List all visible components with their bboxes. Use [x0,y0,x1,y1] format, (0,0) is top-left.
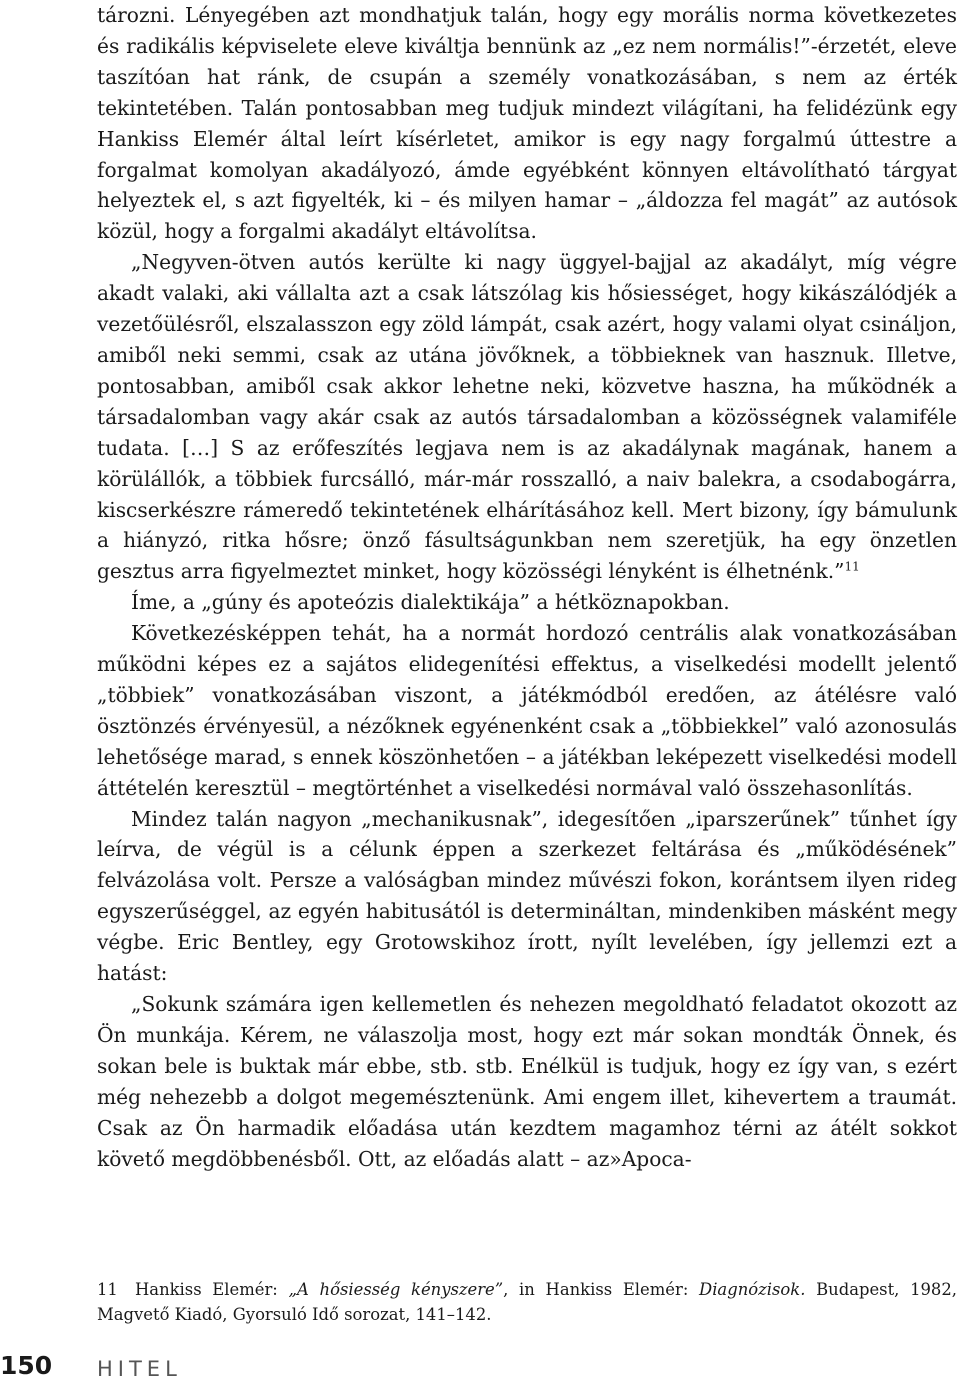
paragraph-6-quote: „Sokunk számára igen kellemetlen és nehezen megoldható feladatot okozott az Ön munkája. Kérem, ne válaszolja most, hogy ezt már sokan mondták Önnek, és sokan bele is buktak már ebbe, stb. stb. Enélkül is tudjuk, hogy ez így van, s ezért még nehezebb a dolgot megemésztenünk. Ami engem illet, kihevertem a traumát. Csak az Ön harmadik előadása után kezdtem magamhoz térni az átélt sokkot követő megdöbbenésből. Ott, az előadás alatt – az»Apoca- [97,992,957,1171]
footnote-mid: , in Hankiss Elemér: [503,1280,700,1299]
paragraph-5: Mindez talán nagyon „mechanikusnak”, idegesítően „iparszerűnek” tűnhet így leírva, de végül is a célunk éppen a szerkezet feltárása és „működésének” felvázolása volt. Persze a valóságban mindez művészi fokon, korántsem ilyen rideg egyszerűséggel, az egyén habitusától is determináltan, mindenkiben másként megy végbe. Eric Bentley, egy Grotowskihoz írott, nyílt levelében, így jellemzi ezt a hatást: [97,806,957,986]
footnote-reference[interactable]: 11 [844,559,860,574]
journal-name: HITEL [97,1357,182,1381]
footnote-title-2: Diagnózisok. [699,1280,806,1299]
paragraph-3: Íme, a „gúny és apoteózis dialektikája” a hétköznapokban. [131,590,730,615]
footnote-title-1: „A hősiesség kényszere” [288,1280,504,1299]
paragraph-2-quote [97,247,957,587]
quote-text: „Negyven-ötven autós kerülte ki nagy üggyel-bajjal az akadályt, míg végre akadt valaki, aki vállalta azt a csak látszólag kis hősiességet, hogy kikászálódjék a vezetőülésről, elszalasszon egy zöld lámpát, csak azért, hogy valami olyat csináljon, amiből neki semmi, csak az utána jövőknek, a többieknek van hasznuk. Illetve, pontosabban, amiből csak akkor lehetne neki, közvetve haszna, ha működnék a társadalomban vagy akár csak az autós társadalomban a közösségnek valamiféle tudata. […] S az erőfeszítés legjava nem is az akadálynak magának, hanem a körülállók, a többiek furcsálló, már-már rosszalló, a naiv balekra, a csodabogárra, kiscserkészre rámeredő tekintetének elhárításához kell. Mert bizony, így bámulunk a hiányzó, ritka hősre; önző fásultságunkban nem szeretjük, ha egy önzetlen gesztus arra figyelmeztet minket, hogy közösségi lényként is élhetnénk.” [97,250,957,584]
footnote [97,1277,957,1327]
paragraph-4: Következésképpen tehát, ha a normát hordozó centrális alak vonatkozásában működni képes ez a sajátos elidegenítési effektus, a viselkedési modellt jelentő „többiek” vonatkozásában viszont, a játékmódból eredően, az átélésre való ösztönzés érvényesül, a nézőknek egyénenként csak a „többiekkel” való azonosulás lehetősége marad, s ennek köszönhetően – a játékban leképezett viselkedési modell áttételén keresztül – megtörténhet a viselkedési normával való összehasonlítás. [97,621,957,800]
paragraph-1: tározni. Lényegében azt mondhatjuk talán, hogy egy morális norma következetes és radikális képviselete eleve kiváltja bennünk az „ez nem normális!”-érzetét, eleve taszítóan hat ránk, de csupán a személy vonatkozásában, s nem az érték tekintetében. Talán pontosabban meg tudjuk mindezt világítani, ha felidézünk egy Hankiss Elemér által leírt kísérletet, amikor is egy nagy forgalmú úttestre a forgalmat komolyan akadályozó, ámde egyébként könnyen eltávolítható tárgyat helyeztek el, s azt figyelték, ki – és milyen hamar – „áldozza fel magát” az autósok közül, hogy a forgalmi akadályt eltávolítsa. [97,3,957,244]
footnote-body [97,1280,957,1324]
footnote-rest: Budapest, 1982, Magvető Kiadó, Gyorsuló Idő sorozat, 141–142. [97,1280,957,1324]
main-text [97,0,957,1174]
footnote-author: Hankiss Elemér: [135,1280,289,1299]
page-number: 150 [0,1351,53,1380]
footnote-number: 11 [97,1280,118,1299]
